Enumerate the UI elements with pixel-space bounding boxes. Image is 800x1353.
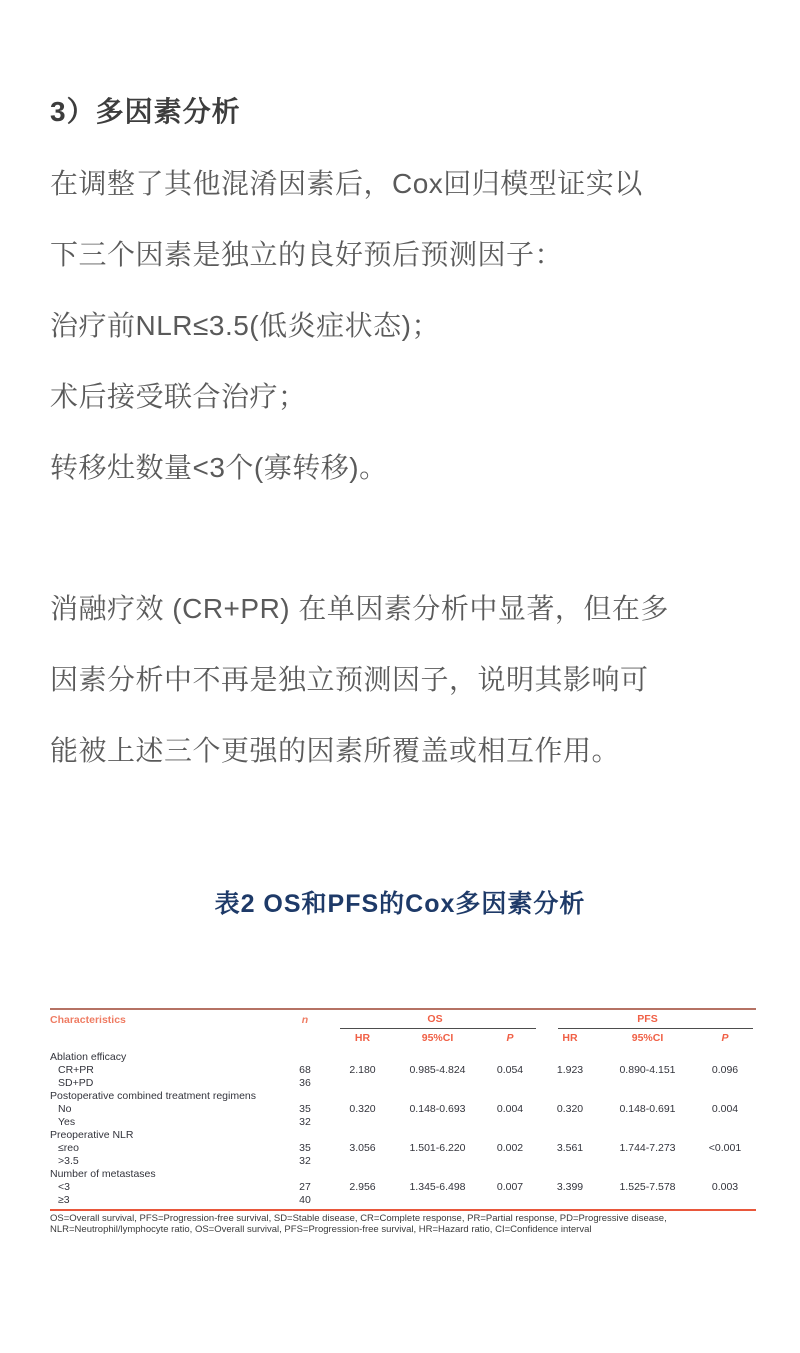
col-header-ci-pfs: 95%CI bbox=[631, 1032, 664, 1044]
table-title: 表2 OS和PFS的Cox多因素分析 bbox=[214, 890, 586, 918]
row-value: <0.001 bbox=[708, 1141, 742, 1154]
table-header-row-sub bbox=[50, 1029, 756, 1047]
row-value: 0.007 bbox=[496, 1180, 524, 1193]
paragraph-line: 术后接受联合治疗； bbox=[50, 381, 307, 412]
body-text bbox=[50, 148, 760, 786]
col-header-p-pfs: P bbox=[721, 1032, 729, 1044]
row-label: <3 bbox=[58, 1180, 70, 1193]
row-value: 27 bbox=[299, 1180, 311, 1193]
col-group-os-label: OS bbox=[427, 1012, 443, 1025]
paragraph-line: 转移灶数量<3个(寡转移)。 bbox=[50, 452, 388, 483]
row-label: Number of metastases bbox=[50, 1167, 156, 1180]
row-value: 0.890-4.151 bbox=[619, 1063, 676, 1076]
table-bottom-rule bbox=[50, 1209, 756, 1211]
section-heading: 3）多因素分析 bbox=[50, 96, 241, 127]
row-value: 1.525-7.578 bbox=[619, 1180, 676, 1193]
row-value: 0.096 bbox=[711, 1063, 739, 1076]
table-row bbox=[50, 1180, 756, 1193]
table-row bbox=[50, 1193, 756, 1206]
row-value: 32 bbox=[299, 1115, 311, 1128]
paragraph-line: 下三个因素是独立的良好预后预测因子： bbox=[50, 239, 564, 270]
paragraph-line: 能被上述三个更强的因素所覆盖或相互作用。 bbox=[50, 735, 621, 766]
col-header-ci-os: 95%CI bbox=[421, 1032, 454, 1044]
row-value: 1.923 bbox=[556, 1063, 584, 1076]
table-row bbox=[50, 1050, 756, 1063]
table-row bbox=[50, 1076, 756, 1089]
row-value: 36 bbox=[299, 1076, 311, 1089]
row-value: 0.320 bbox=[556, 1102, 584, 1115]
row-label: No bbox=[58, 1102, 72, 1115]
row-label: Yes bbox=[58, 1115, 76, 1128]
row-value: 2.956 bbox=[349, 1180, 376, 1193]
row-value: 0.054 bbox=[496, 1063, 524, 1076]
row-value: 3.056 bbox=[349, 1141, 376, 1154]
table-row bbox=[50, 1128, 756, 1141]
row-value: 0.985-4.824 bbox=[409, 1063, 466, 1076]
row-label: Postoperative combined treatment regimens bbox=[50, 1089, 257, 1102]
row-label: ≤reo bbox=[58, 1141, 79, 1154]
table-row bbox=[50, 1089, 756, 1102]
paragraph-line: 因素分析中不再是独立预测因子，说明其影响可 bbox=[50, 664, 649, 695]
col-header-hr-os: HR bbox=[354, 1032, 371, 1044]
row-value: 1.744-7.273 bbox=[619, 1141, 676, 1154]
footnote-line: OS=Overall survival, PFS=Progression-free survival, SD=Stable disease, CR=Complete response, PR=Partial response, PD=Progressive disease, bbox=[50, 1213, 667, 1224]
col-group-pfs-label: PFS bbox=[637, 1012, 658, 1025]
paragraph-line: 消融疗效 (CR+PR) 在单因素分析中显著，但在多 bbox=[50, 593, 669, 624]
col-header-p-os: P bbox=[506, 1032, 514, 1044]
row-value: 0.004 bbox=[711, 1102, 739, 1115]
row-value: 0.320 bbox=[349, 1102, 376, 1115]
paragraph-line: 治疗前NLR≤3.5(低炎症状态)； bbox=[50, 310, 440, 341]
col-header-n: n bbox=[301, 1013, 309, 1026]
col-header-hr-pfs: HR bbox=[562, 1032, 578, 1044]
table-row bbox=[50, 1063, 756, 1076]
row-value: 40 bbox=[299, 1193, 311, 1206]
col-group-pfs bbox=[540, 1010, 755, 1029]
row-value: 2.180 bbox=[349, 1063, 376, 1076]
row-value: 1.345-6.498 bbox=[409, 1180, 466, 1193]
row-value: 0.004 bbox=[496, 1102, 524, 1115]
table-header-row-groups bbox=[50, 1010, 756, 1029]
table-footnote bbox=[50, 1213, 770, 1235]
row-label: Preoperative NLR bbox=[50, 1128, 134, 1141]
footnote-line: NLR=Neutrophil/lymphocyte ratio, OS=Overall survival, PFS=Progression-free survival, HR=Hazard ratio, CI=Confidence interval bbox=[50, 1224, 592, 1235]
row-value: 3.561 bbox=[556, 1141, 584, 1154]
row-value: 68 bbox=[299, 1063, 311, 1076]
row-value: 35 bbox=[299, 1141, 311, 1154]
pfs-group-underline bbox=[558, 1028, 753, 1030]
paragraph-line: 在调整了其他混淆因素后，Cox回归模型证实以 bbox=[50, 168, 643, 199]
os-group-underline bbox=[340, 1028, 536, 1030]
table-row bbox=[50, 1154, 756, 1167]
row-value: 35 bbox=[299, 1102, 311, 1115]
row-label: CR+PR bbox=[58, 1063, 94, 1076]
table-body bbox=[50, 1047, 756, 1208]
row-value: 3.399 bbox=[556, 1180, 584, 1193]
row-value: 0.148-0.693 bbox=[409, 1102, 466, 1115]
table-row bbox=[50, 1115, 756, 1128]
row-label: SD+PD bbox=[58, 1076, 94, 1089]
cox-multivariate-table bbox=[50, 1008, 756, 1211]
row-value: 1.501-6.220 bbox=[409, 1141, 466, 1154]
table-row bbox=[50, 1167, 756, 1180]
table-row bbox=[50, 1141, 756, 1154]
col-group-os bbox=[330, 1010, 540, 1029]
row-label: ≥3 bbox=[58, 1193, 70, 1206]
row-value: 0.148-0.691 bbox=[619, 1102, 676, 1115]
row-label: >3.5 bbox=[58, 1154, 79, 1167]
row-label: Ablation efficacy bbox=[50, 1050, 127, 1063]
row-value: 0.002 bbox=[496, 1141, 524, 1154]
row-value: 0.003 bbox=[711, 1180, 739, 1193]
paragraph-gap bbox=[50, 503, 760, 573]
table-row bbox=[50, 1102, 756, 1115]
row-value: 32 bbox=[299, 1154, 311, 1167]
col-header-characteristics: Characteristics bbox=[50, 1013, 126, 1026]
